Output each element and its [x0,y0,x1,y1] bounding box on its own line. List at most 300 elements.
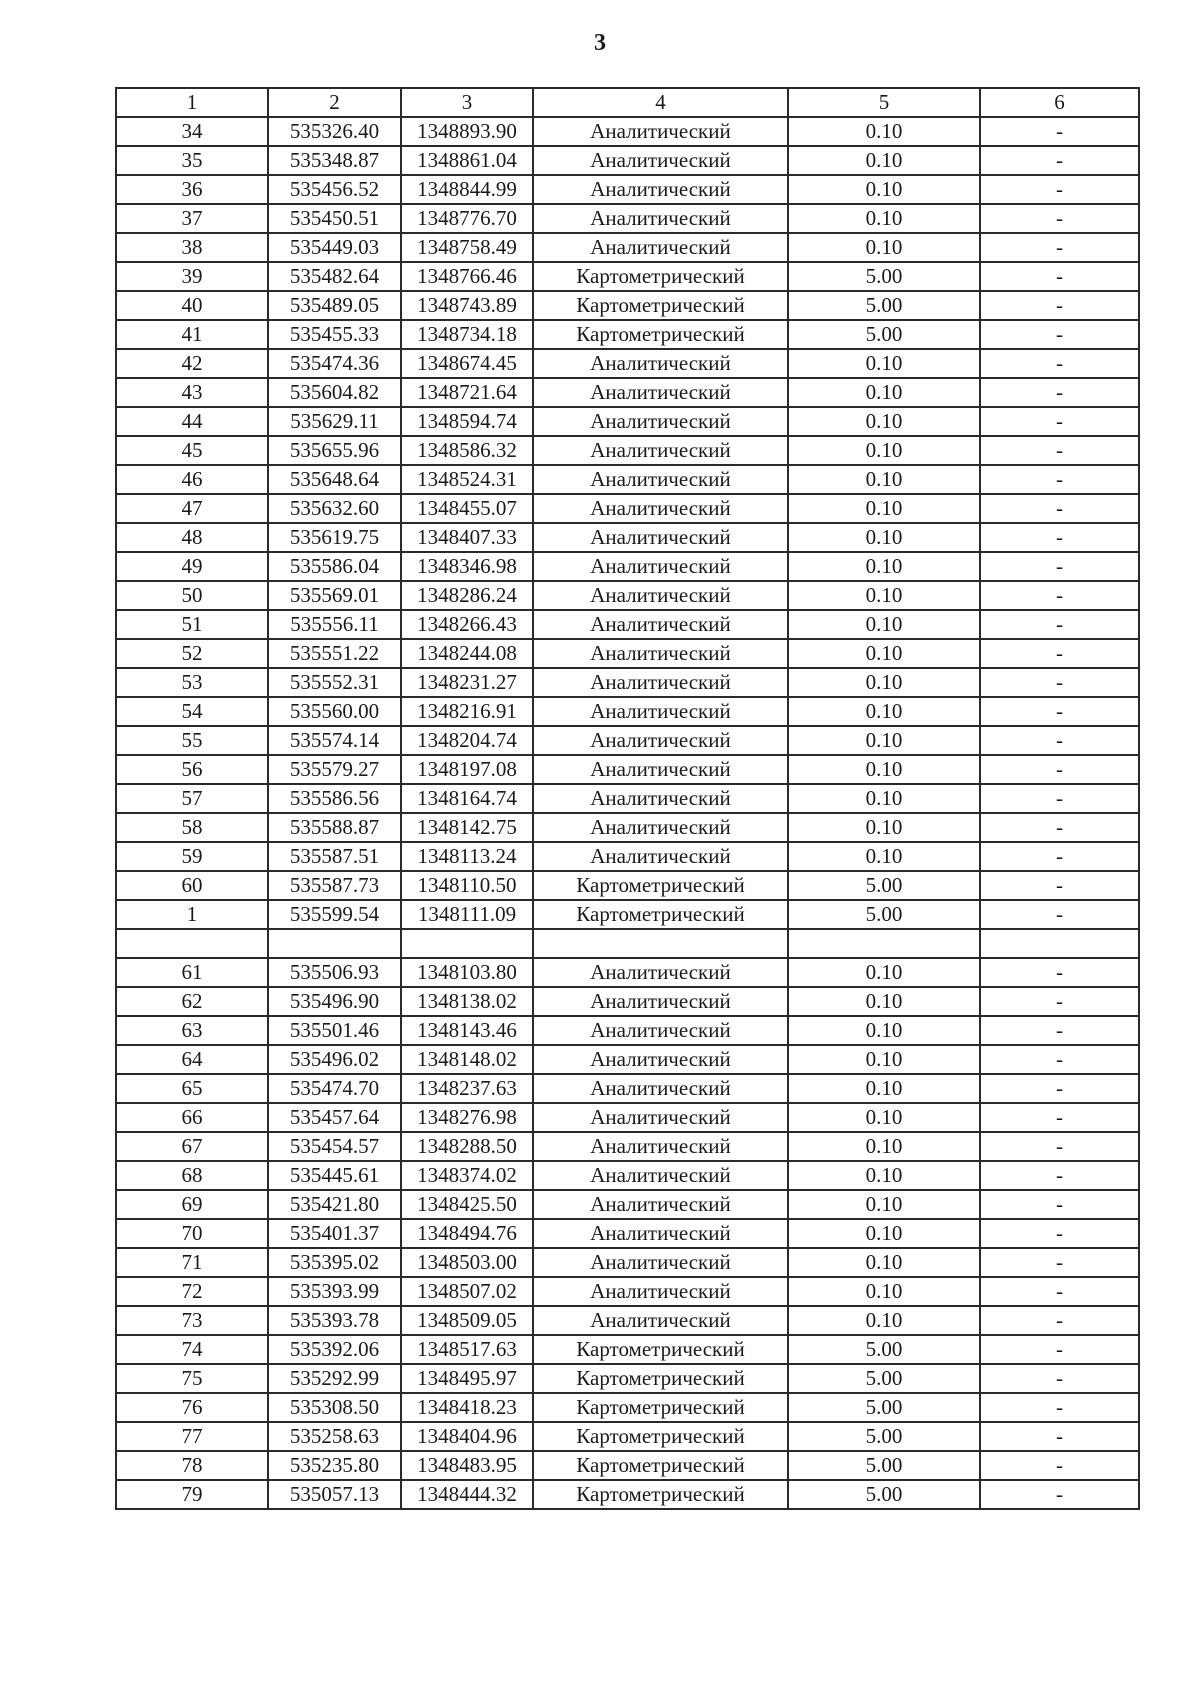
y-coordinate-cell: 1348110.50 [401,871,533,900]
table-header-row [116,88,1139,117]
y-coordinate-cell: 1348374.02 [401,1161,533,1190]
accuracy-cell: 5.00 [788,900,980,929]
table-row [116,1422,1139,1451]
x-coordinate-cell: 535392.06 [268,1335,401,1364]
y-coordinate-cell: 1348143.46 [401,1016,533,1045]
x-coordinate-cell: 535586.56 [268,784,401,813]
y-coordinate-cell: 1348113.24 [401,842,533,871]
accuracy-cell: 5.00 [788,262,980,291]
table-row [116,842,1139,871]
accuracy-cell: 0.10 [788,842,980,871]
table-row [116,407,1139,436]
page-number: 3 [594,30,606,56]
method-cell: Картометрический [533,1335,788,1364]
method-cell: Аналитический [533,813,788,842]
accuracy-cell: 0.10 [788,1103,980,1132]
accuracy-cell: 0.10 [788,668,980,697]
y-coordinate-cell: 1348231.27 [401,668,533,697]
note-cell: - [980,1335,1139,1364]
method-cell: Аналитический [533,175,788,204]
method-cell: Аналитический [533,146,788,175]
point-number-cell: 53 [116,668,268,697]
table-row [116,1190,1139,1219]
accuracy-cell: 0.10 [788,233,980,262]
y-coordinate-cell: 1348776.70 [401,204,533,233]
note-cell: - [980,1364,1139,1393]
y-coordinate-cell: 1348503.00 [401,1248,533,1277]
x-coordinate-cell: 535455.33 [268,320,401,349]
method-cell: Аналитический [533,436,788,465]
method-cell: Картометрический [533,1422,788,1451]
y-coordinate-cell: 1348142.75 [401,813,533,842]
accuracy-cell: 0.10 [788,610,980,639]
x-coordinate-cell: 535655.96 [268,436,401,465]
header-cell: 3 [401,88,533,117]
point-number-cell: 79 [116,1480,268,1509]
table-row [116,349,1139,378]
note-cell: - [980,436,1139,465]
y-coordinate-cell: 1348404.96 [401,1422,533,1451]
table-row [116,1451,1139,1480]
point-number-cell: 42 [116,349,268,378]
y-coordinate-cell: 1348721.64 [401,378,533,407]
accuracy-cell: 5.00 [788,871,980,900]
method-cell: Аналитический [533,842,788,871]
table-row [116,204,1139,233]
note-cell: - [980,1451,1139,1480]
table-row [116,1016,1139,1045]
y-coordinate-cell: 1348346.98 [401,552,533,581]
table-row [116,1277,1139,1306]
x-coordinate-cell: 535632.60 [268,494,401,523]
method-cell: Аналитический [533,378,788,407]
point-number-cell: 49 [116,552,268,581]
x-coordinate-cell: 535587.51 [268,842,401,871]
table-row [116,755,1139,784]
y-coordinate-cell: 1348197.08 [401,755,533,784]
x-coordinate-cell: 535619.75 [268,523,401,552]
note-cell: - [980,1277,1139,1306]
x-coordinate-cell: 535348.87 [268,146,401,175]
y-coordinate-cell: 1348734.18 [401,320,533,349]
y-coordinate-cell: 1348844.99 [401,175,533,204]
y-coordinate-cell: 1348407.33 [401,523,533,552]
note-cell: - [980,900,1139,929]
x-coordinate-cell: 535421.80 [268,1190,401,1219]
method-cell: Картометрический [533,262,788,291]
x-coordinate-cell: 535496.90 [268,987,401,1016]
accuracy-cell: 0.10 [788,813,980,842]
table-row [116,378,1139,407]
method-cell: Аналитический [533,465,788,494]
accuracy-cell: 0.10 [788,697,980,726]
method-cell: Аналитический [533,523,788,552]
point-number-cell: 35 [116,146,268,175]
table-row [116,146,1139,175]
point-number-cell: 67 [116,1132,268,1161]
note-cell: - [980,233,1139,262]
x-coordinate-cell: 535501.46 [268,1016,401,1045]
table-row [116,1248,1139,1277]
note-cell: - [980,987,1139,1016]
table-row [116,581,1139,610]
point-number-cell: 59 [116,842,268,871]
x-coordinate-cell: 535445.61 [268,1161,401,1190]
accuracy-cell: 0.10 [788,204,980,233]
note-cell: - [980,1103,1139,1132]
y-coordinate-cell: 1348766.46 [401,262,533,291]
method-cell [533,929,788,958]
point-number-cell: 58 [116,813,268,842]
y-coordinate-cell: 1348509.05 [401,1306,533,1335]
accuracy-cell: 0.10 [788,726,980,755]
x-coordinate-cell: 535574.14 [268,726,401,755]
note-cell: - [980,523,1139,552]
note-cell: - [980,639,1139,668]
method-cell: Аналитический [533,1016,788,1045]
table-row [116,1364,1139,1393]
point-number-cell: 66 [116,1103,268,1132]
header-cell: 1 [116,88,268,117]
x-coordinate-cell: 535489.05 [268,291,401,320]
table-row [116,1074,1139,1103]
point-number-cell: 43 [116,378,268,407]
method-cell: Картометрический [533,320,788,349]
table-row [116,610,1139,639]
note-cell: - [980,117,1139,146]
x-coordinate-cell: 535482.64 [268,262,401,291]
y-coordinate-cell: 1348893.90 [401,117,533,146]
accuracy-cell: 0.10 [788,436,980,465]
point-number-cell: 57 [116,784,268,813]
note-cell: - [980,465,1139,494]
table-row [116,552,1139,581]
note-cell: - [980,204,1139,233]
note-cell: - [980,1016,1139,1045]
point-number-cell: 61 [116,958,268,987]
note-cell: - [980,755,1139,784]
x-coordinate-cell: 535454.57 [268,1132,401,1161]
table-row [116,436,1139,465]
method-cell: Аналитический [533,668,788,697]
note-cell [980,929,1139,958]
method-cell: Аналитический [533,1045,788,1074]
accuracy-cell: 0.10 [788,117,980,146]
accuracy-cell: 0.10 [788,407,980,436]
accuracy-cell: 0.10 [788,1132,980,1161]
note-cell: - [980,494,1139,523]
note-cell: - [980,146,1139,175]
accuracy-cell: 5.00 [788,1451,980,1480]
coordinates-table [115,87,1140,1510]
accuracy-cell: 0.10 [788,494,980,523]
point-number-cell: 78 [116,1451,268,1480]
y-coordinate-cell: 1348266.43 [401,610,533,639]
accuracy-cell: 0.10 [788,523,980,552]
y-coordinate-cell: 1348483.95 [401,1451,533,1480]
point-number-cell [116,929,268,958]
note-cell: - [980,1248,1139,1277]
method-cell: Аналитический [533,1219,788,1248]
note-cell: - [980,1074,1139,1103]
y-coordinate-cell: 1348244.08 [401,639,533,668]
x-coordinate-cell: 535586.04 [268,552,401,581]
point-number-cell: 73 [116,1306,268,1335]
y-coordinate-cell: 1348758.49 [401,233,533,262]
note-cell: - [980,320,1139,349]
point-number-cell: 36 [116,175,268,204]
note-cell: - [980,1161,1139,1190]
accuracy-cell: 0.10 [788,465,980,494]
table-row [116,175,1139,204]
y-coordinate-cell: 1348418.23 [401,1393,533,1422]
note-cell: - [980,1045,1139,1074]
point-number-cell: 71 [116,1248,268,1277]
x-coordinate-cell: 535599.54 [268,900,401,929]
x-coordinate-cell: 535551.22 [268,639,401,668]
method-cell: Аналитический [533,784,788,813]
method-cell: Аналитический [533,581,788,610]
y-coordinate-cell: 1348286.24 [401,581,533,610]
accuracy-cell: 0.10 [788,755,980,784]
point-number-cell: 76 [116,1393,268,1422]
accuracy-cell: 5.00 [788,291,980,320]
note-cell: - [980,813,1139,842]
note-cell: - [980,1480,1139,1509]
table-row [116,639,1139,668]
method-cell: Аналитический [533,1074,788,1103]
accuracy-cell: 5.00 [788,1364,980,1393]
point-number-cell: 51 [116,610,268,639]
point-number-cell: 60 [116,871,268,900]
accuracy-cell: 0.10 [788,1016,980,1045]
method-cell: Картометрический [533,1364,788,1393]
point-number-cell: 38 [116,233,268,262]
method-cell: Аналитический [533,697,788,726]
method-cell: Аналитический [533,958,788,987]
accuracy-cell: 0.10 [788,958,980,987]
x-coordinate-cell: 535648.64 [268,465,401,494]
accuracy-cell: 0.10 [788,1190,980,1219]
note-cell: - [980,581,1139,610]
point-number-cell: 70 [116,1219,268,1248]
header-cell: 6 [980,88,1139,117]
method-cell: Аналитический [533,1248,788,1277]
point-number-cell: 44 [116,407,268,436]
x-coordinate-cell: 535449.03 [268,233,401,262]
point-number-cell: 48 [116,523,268,552]
note-cell: - [980,842,1139,871]
x-coordinate-cell: 535569.01 [268,581,401,610]
note-cell: - [980,1219,1139,1248]
y-coordinate-cell: 1348237.63 [401,1074,533,1103]
note-cell: - [980,784,1139,813]
table-row [116,813,1139,842]
table-row [116,494,1139,523]
y-coordinate-cell: 1348743.89 [401,291,533,320]
x-coordinate-cell: 535235.80 [268,1451,401,1480]
note-cell: - [980,1306,1139,1335]
x-coordinate-cell: 535401.37 [268,1219,401,1248]
accuracy-cell: 0.10 [788,1161,980,1190]
y-coordinate-cell: 1348425.50 [401,1190,533,1219]
accuracy-cell: 5.00 [788,320,980,349]
point-number-cell: 65 [116,1074,268,1103]
note-cell: - [980,175,1139,204]
y-coordinate-cell: 1348164.74 [401,784,533,813]
table-row [116,1132,1139,1161]
table-row [116,1480,1139,1509]
x-coordinate-cell: 535057.13 [268,1480,401,1509]
method-cell: Аналитический [533,1132,788,1161]
table-row [116,1161,1139,1190]
table-row [116,1045,1139,1074]
accuracy-cell: 0.10 [788,1074,980,1103]
note-cell: - [980,958,1139,987]
y-coordinate-cell: 1348288.50 [401,1132,533,1161]
note-cell: - [980,726,1139,755]
point-number-cell: 56 [116,755,268,784]
point-number-cell: 39 [116,262,268,291]
y-coordinate-cell: 1348861.04 [401,146,533,175]
table-row [116,958,1139,987]
method-cell: Картометрический [533,871,788,900]
table-row [116,1219,1139,1248]
header-cell: 2 [268,88,401,117]
method-cell: Аналитический [533,1103,788,1132]
table-row [116,233,1139,262]
table-row [116,784,1139,813]
x-coordinate-cell: 535456.52 [268,175,401,204]
point-number-cell: 68 [116,1161,268,1190]
y-coordinate-cell: 1348594.74 [401,407,533,436]
y-coordinate-cell: 1348455.07 [401,494,533,523]
method-cell: Аналитический [533,1190,788,1219]
point-number-cell: 34 [116,117,268,146]
coordinates-table-body [116,88,1139,1509]
note-cell: - [980,697,1139,726]
table-row [116,262,1139,291]
note-cell: - [980,378,1139,407]
table-row [116,320,1139,349]
x-coordinate-cell: 535308.50 [268,1393,401,1422]
point-number-cell: 37 [116,204,268,233]
point-number-cell: 50 [116,581,268,610]
table-row [116,871,1139,900]
table-row [116,117,1139,146]
accuracy-cell: 5.00 [788,1422,980,1451]
y-coordinate-cell: 1348524.31 [401,465,533,494]
accuracy-cell: 0.10 [788,1306,980,1335]
x-coordinate-cell: 535629.11 [268,407,401,436]
method-cell: Картометрический [533,1393,788,1422]
y-coordinate-cell: 1348148.02 [401,1045,533,1074]
method-cell: Аналитический [533,117,788,146]
x-coordinate-cell: 535604.82 [268,378,401,407]
y-coordinate-cell: 1348507.02 [401,1277,533,1306]
table-row [116,987,1139,1016]
x-coordinate-cell: 535393.99 [268,1277,401,1306]
note-cell: - [980,1422,1139,1451]
method-cell: Аналитический [533,1277,788,1306]
point-number-cell: 40 [116,291,268,320]
x-coordinate-cell: 535450.51 [268,204,401,233]
note-cell: - [980,552,1139,581]
point-number-cell: 64 [116,1045,268,1074]
y-coordinate-cell: 1348674.45 [401,349,533,378]
table-row [116,465,1139,494]
y-coordinate-cell: 1348204.74 [401,726,533,755]
table-row [116,900,1139,929]
note-cell: - [980,610,1139,639]
note-cell: - [980,668,1139,697]
x-coordinate-cell: 535496.02 [268,1045,401,1074]
x-coordinate-cell: 535587.73 [268,871,401,900]
y-coordinate-cell: 1348494.76 [401,1219,533,1248]
point-number-cell: 54 [116,697,268,726]
x-coordinate-cell: 535457.64 [268,1103,401,1132]
x-coordinate-cell: 535393.78 [268,1306,401,1335]
method-cell: Аналитический [533,349,788,378]
method-cell: Картометрический [533,291,788,320]
accuracy-cell: 0.10 [788,349,980,378]
x-coordinate-cell: 535395.02 [268,1248,401,1277]
x-coordinate-cell: 535556.11 [268,610,401,639]
method-cell: Картометрический [533,900,788,929]
accuracy-cell: 0.10 [788,1219,980,1248]
note-cell: - [980,262,1139,291]
x-coordinate-cell: 535474.70 [268,1074,401,1103]
point-number-cell: 74 [116,1335,268,1364]
point-number-cell: 52 [116,639,268,668]
note-cell: - [980,291,1139,320]
x-coordinate-cell [268,929,401,958]
table-row [116,291,1139,320]
table-row [116,726,1139,755]
point-number-cell: 77 [116,1422,268,1451]
x-coordinate-cell: 535560.00 [268,697,401,726]
x-coordinate-cell: 535292.99 [268,1364,401,1393]
header-cell: 5 [788,88,980,117]
x-coordinate-cell: 535579.27 [268,755,401,784]
y-coordinate-cell: 1348495.97 [401,1364,533,1393]
header-cell: 4 [533,88,788,117]
accuracy-cell: 5.00 [788,1335,980,1364]
method-cell: Аналитический [533,1161,788,1190]
method-cell: Аналитический [533,639,788,668]
method-cell: Аналитический [533,726,788,755]
method-cell: Аналитический [533,987,788,1016]
x-coordinate-cell: 535474.36 [268,349,401,378]
point-number-cell: 63 [116,1016,268,1045]
method-cell: Аналитический [533,233,788,262]
method-cell: Аналитический [533,1306,788,1335]
point-number-cell: 55 [116,726,268,755]
y-coordinate-cell: 1348103.80 [401,958,533,987]
point-number-cell: 46 [116,465,268,494]
x-coordinate-cell: 535326.40 [268,117,401,146]
x-coordinate-cell: 535258.63 [268,1422,401,1451]
accuracy-cell [788,929,980,958]
method-cell: Аналитический [533,755,788,784]
table-row [116,1103,1139,1132]
table-row [116,697,1139,726]
accuracy-cell: 0.10 [788,639,980,668]
method-cell: Аналитический [533,552,788,581]
accuracy-cell: 0.10 [788,175,980,204]
accuracy-cell: 0.10 [788,784,980,813]
x-coordinate-cell: 535552.31 [268,668,401,697]
